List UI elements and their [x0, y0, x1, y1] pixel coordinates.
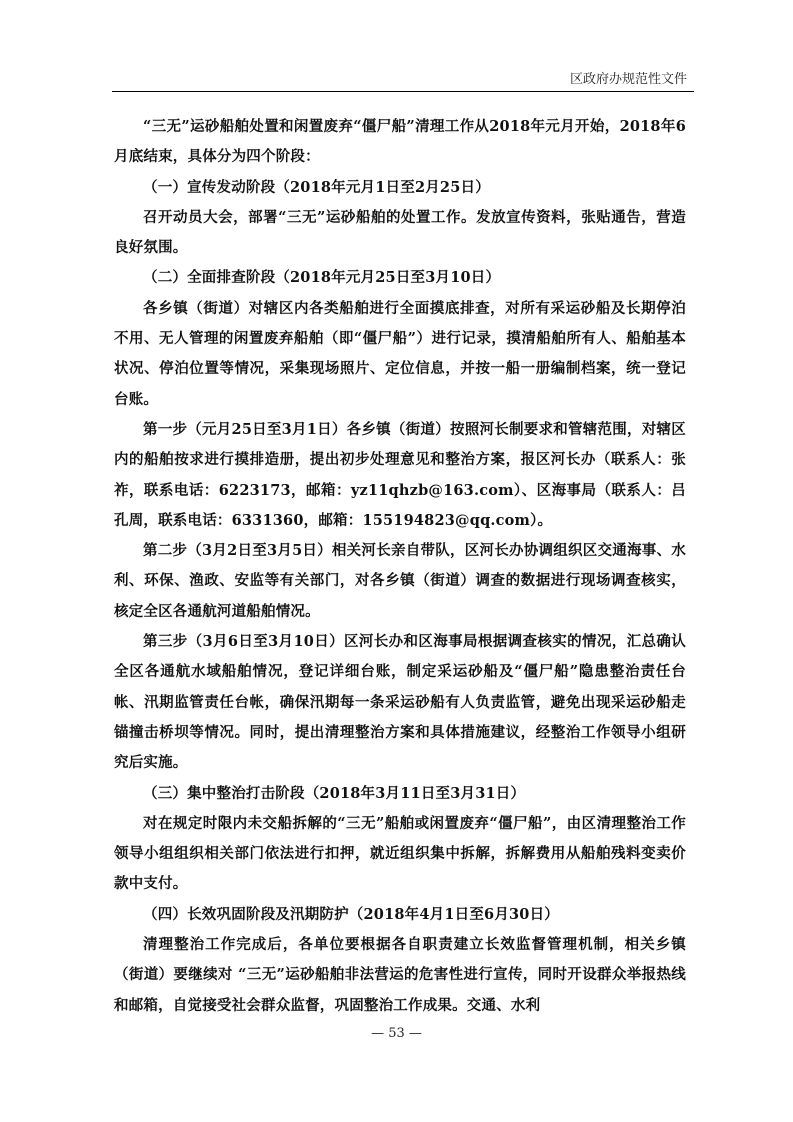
document-body: [114, 112, 686, 1021]
intro-paragraph: “三无”运砂船舶处置和闲置废弃“僵尸船”清理工作从2018年元月开始，2018年6月底结束，具体分为四个阶段：: [114, 118, 686, 166]
section-heading-4: （四）长效巩固阶段及汛期防护（2018年4月1日至6月30日）: [143, 905, 559, 923]
header-divider: [112, 91, 694, 92]
page-number: — 53 —: [371, 1026, 422, 1041]
section-heading-3: （三）集中整治打击阶段（2018年3月11日至3月31日）: [143, 784, 526, 802]
body-paragraph: 各乡镇（街道）对辖区内各类船舶进行全面摸底排查，对所有采运砂船及长期停泊不用、无人管理的闲置废弃船舶（即“僵尸船”）进行记录，摸清船舶所有人、船舶基本状况、停泊位置等情况，采集现场照片、定位信息，并按一船一册编制档案，统一登记台账。: [114, 299, 686, 408]
body-paragraph: 召开动员大会，部署“三无”运砂船舶的处置工作。发放宣传资料，张贴通告，营造良好氛围。: [114, 208, 686, 257]
step-paragraph-2: 第二步（3月2日至3月5日）相关河长亲自带队，区河长办协调组织区交通海事、水利、环保、渔政、安监等有关部门，对各乡镇（街道）调查的数据进行现场调查核实，核定全区各通航河道船舶情况。: [114, 542, 686, 620]
section-heading-2: （二）全面排查阶段（2018年元月25日至3月10日）: [143, 269, 501, 287]
step-paragraph-3: 第三步（3月6日至3月10日）区河长办和区海事局根据调查核实的情况，汇总确认全区各通航水域船舶情况，登记详细台账，制定采运砂船及“僵尸船”隐患整治责任台帐、汛期监管责任台帐，确保汛期每一条采运砂船有人负责监管，避免出现采运砂船走锚撞击桥坝等情况。同时，提出清理整治方案和具体措施建议，经整治工作领导小组研究后实施。: [114, 633, 686, 772]
body-paragraph: 清理整治工作完成后，各单位要根据各自职责建立长效监督管理机制，相关乡镇（街道）要继续对 “三无”运砂船舶非法营运的危害性进行宣传，同时开设群众举报热线和邮箱，自觉接受社会群众监督，巩固整治工作成果。交通、水利: [114, 936, 686, 1014]
step-paragraph-1: 第一步（元月25日至3月1日）各乡镇（街道）按照河长制要求和管辖范围，对辖区内的船舶按求进行摸排造册，提出初步处理意见和整治方案，报区河长办（联系人：张祚，联系电话：6223173，邮箱：yz11qhzb@163.com）、区海事局（联系人：吕孔周，联系电话：6331360，邮箱：155194823@qq.com）。: [114, 420, 686, 529]
document-header: 区政府办规范性文件: [569, 72, 687, 87]
section-heading-1: （一）宣传发动阶段（2018年元月1日至2月25日）: [143, 178, 490, 196]
body-paragraph: 对在规定时限内未交船拆解的“三无”船舶或闲置废弃“僵尸船”，由区清理整治工作领导小组组织相关部门依法进行扣押，就近组织集中拆解，拆解费用从船舶残料变卖价款中支付。: [114, 814, 686, 893]
